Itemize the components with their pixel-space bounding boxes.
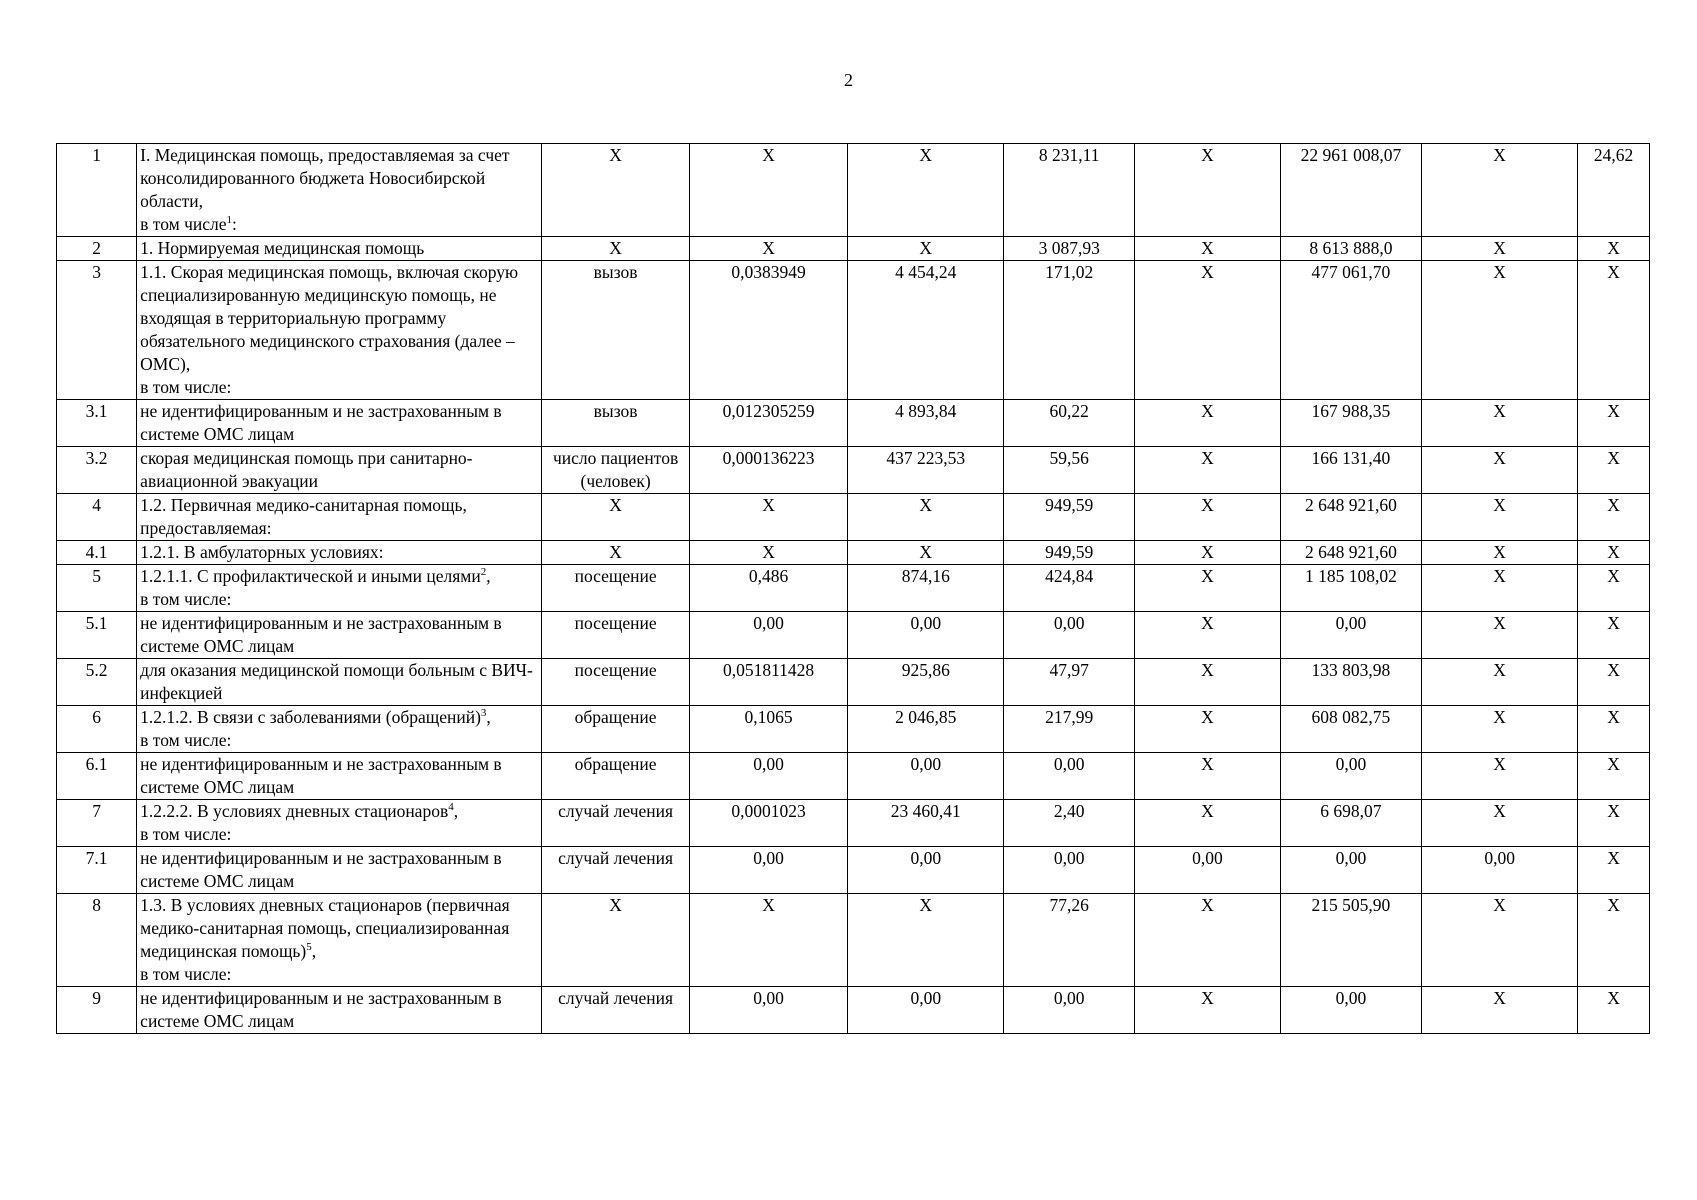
description-text: не идентифицированным и не застрахованным в системе ОМС лицам	[140, 848, 502, 891]
data-table	[56, 143, 1650, 1034]
unit-cell: случай лечения	[542, 847, 690, 894]
description-cell	[137, 237, 542, 261]
table-row	[57, 447, 1650, 494]
row-number-cell: 8	[57, 894, 137, 987]
description-text: скорая медицинская помощь при санитарно-авиационной эвакуации	[140, 448, 473, 491]
per-capita-cell: 217,99	[1004, 706, 1135, 753]
unit-cell: посещение	[542, 659, 690, 706]
description-cell	[137, 706, 542, 753]
column-6-cell: X	[1135, 494, 1281, 541]
description-continuation: в том числе:	[140, 824, 232, 844]
row-number-cell: 5.2	[57, 659, 137, 706]
column-6-cell: 0,00	[1135, 847, 1281, 894]
description-tail: :	[232, 214, 237, 234]
row-number-cell: 7.1	[57, 847, 137, 894]
norm-cell: 0,00	[689, 612, 847, 659]
row-number-cell: 9	[57, 987, 137, 1034]
unit-cell: обращение	[542, 753, 690, 800]
cost-cell: 925,86	[848, 659, 1004, 706]
total-cell: 0,00	[1280, 987, 1421, 1034]
total-cell: 2 648 921,60	[1280, 494, 1421, 541]
per-capita-cell: 0,00	[1004, 987, 1135, 1034]
description-text: 1.2. Первичная медико-санитарная помощь, предоставляемая:	[140, 495, 467, 538]
description-tail: ,	[486, 707, 491, 727]
column-6-cell: X	[1135, 541, 1281, 565]
norm-cell: 0,00	[689, 753, 847, 800]
percent-cell: X	[1578, 541, 1650, 565]
norm-cell: 0,486	[689, 565, 847, 612]
percent-cell: X	[1578, 987, 1650, 1034]
description-text: 1.3. В условиях дневных стационаров (первичная медико-санитарная помощь, специализированная медицинская помощь)	[140, 895, 510, 961]
description-cell	[137, 400, 542, 447]
footnote-marker: 4	[448, 801, 454, 814]
cost-cell: 0,00	[848, 987, 1004, 1034]
unit-cell: X	[542, 541, 690, 565]
per-capita-cell: 60,22	[1004, 400, 1135, 447]
per-capita-cell: 8 231,11	[1004, 144, 1135, 237]
table-row	[57, 706, 1650, 753]
cost-cell: 0,00	[848, 753, 1004, 800]
percent-cell: X	[1578, 237, 1650, 261]
unit-cell: случай лечения	[542, 987, 690, 1034]
column-6-cell: X	[1135, 800, 1281, 847]
column-8-cell: X	[1422, 541, 1578, 565]
description-cell	[137, 753, 542, 800]
table-row	[57, 565, 1650, 612]
unit-cell: вызов	[542, 400, 690, 447]
total-cell: 8 613 888,0	[1280, 237, 1421, 261]
cost-cell: X	[848, 494, 1004, 541]
row-number-cell: 7	[57, 800, 137, 847]
table-body	[57, 144, 1650, 1034]
norm-cell: 0,000136223	[689, 447, 847, 494]
description-continuation: в том числе:	[140, 377, 232, 397]
total-cell: 133 803,98	[1280, 659, 1421, 706]
percent-cell: 24,62	[1578, 144, 1650, 237]
total-cell: 0,00	[1280, 612, 1421, 659]
unit-cell: X	[542, 144, 690, 237]
total-cell: 477 061,70	[1280, 261, 1421, 400]
per-capita-cell: 0,00	[1004, 612, 1135, 659]
per-capita-cell: 949,59	[1004, 494, 1135, 541]
per-capita-cell: 0,00	[1004, 847, 1135, 894]
norm-cell: 0,1065	[689, 706, 847, 753]
table-row	[57, 847, 1650, 894]
norm-cell: 0,0383949	[689, 261, 847, 400]
column-6-cell: X	[1135, 659, 1281, 706]
table-row	[57, 400, 1650, 447]
table-row	[57, 753, 1650, 800]
column-8-cell: X	[1422, 612, 1578, 659]
description-cell	[137, 565, 542, 612]
norm-cell: X	[689, 144, 847, 237]
description-cell	[137, 659, 542, 706]
description-cell	[137, 800, 542, 847]
column-6-cell: X	[1135, 237, 1281, 261]
column-8-cell: X	[1422, 894, 1578, 987]
percent-cell: X	[1578, 400, 1650, 447]
cost-cell: 4 454,24	[848, 261, 1004, 400]
table-row	[57, 612, 1650, 659]
total-cell: 2 648 921,60	[1280, 541, 1421, 565]
row-number-cell: 3	[57, 261, 137, 400]
description-text: 1.2.1.2. В связи с заболеваниями (обращений)	[140, 707, 481, 727]
column-8-cell: X	[1422, 144, 1578, 237]
column-6-cell: X	[1135, 987, 1281, 1034]
total-cell: 215 505,90	[1280, 894, 1421, 987]
total-cell: 0,00	[1280, 847, 1421, 894]
table-row	[57, 541, 1650, 565]
percent-cell: X	[1578, 494, 1650, 541]
norm-cell: 0,051811428	[689, 659, 847, 706]
description-text: 1. Нормируемая медицинская помощь	[140, 238, 425, 258]
column-6-cell: X	[1135, 894, 1281, 987]
unit-cell: X	[542, 494, 690, 541]
footnote-marker: 2	[480, 566, 487, 579]
row-number-cell: 4.1	[57, 541, 137, 565]
norm-cell: 0,0001023	[689, 800, 847, 847]
column-8-cell: X	[1422, 261, 1578, 400]
per-capita-cell: 0,00	[1004, 753, 1135, 800]
per-capita-cell: 2,40	[1004, 800, 1135, 847]
cost-cell: 874,16	[848, 565, 1004, 612]
description-cell	[137, 612, 542, 659]
per-capita-cell: 3 087,93	[1004, 237, 1135, 261]
cost-cell: 23 460,41	[848, 800, 1004, 847]
unit-cell: X	[542, 237, 690, 261]
unit-cell: посещение	[542, 612, 690, 659]
footnote-marker: 1	[226, 214, 233, 227]
percent-cell: X	[1578, 800, 1650, 847]
total-cell: 22 961 008,07	[1280, 144, 1421, 237]
description-continuation: в том числе	[140, 214, 227, 234]
norm-cell: X	[689, 237, 847, 261]
cost-cell: 437 223,53	[848, 447, 1004, 494]
column-6-cell: X	[1135, 261, 1281, 400]
percent-cell: X	[1578, 894, 1650, 987]
description-cell	[137, 541, 542, 565]
column-6-cell: X	[1135, 144, 1281, 237]
unit-cell: вызов	[542, 261, 690, 400]
row-number-cell: 6	[57, 706, 137, 753]
column-6-cell: X	[1135, 753, 1281, 800]
description-tail: ,	[311, 941, 317, 961]
description-text: 1.2.2.2. В условиях дневных стационаров	[140, 801, 449, 821]
description-cell	[137, 144, 542, 237]
column-8-cell: X	[1422, 494, 1578, 541]
total-cell: 6 698,07	[1280, 800, 1421, 847]
footnote-marker: 3	[480, 707, 487, 720]
norm-cell: 0,012305259	[689, 400, 847, 447]
column-8-cell: X	[1422, 659, 1578, 706]
cost-cell: 2 046,85	[848, 706, 1004, 753]
percent-cell: X	[1578, 659, 1650, 706]
norm-cell: X	[689, 541, 847, 565]
table-row	[57, 144, 1650, 237]
table-row	[57, 659, 1650, 706]
percent-cell: X	[1578, 706, 1650, 753]
column-8-cell: X	[1422, 565, 1578, 612]
column-8-cell: X	[1422, 987, 1578, 1034]
description-tail: ,	[453, 801, 459, 821]
total-cell: 0,00	[1280, 753, 1421, 800]
per-capita-cell: 77,26	[1004, 894, 1135, 987]
description-text: не идентифицированным и не застрахованным в системе ОМС лицам	[140, 613, 502, 656]
norm-cell: X	[689, 494, 847, 541]
row-number-cell: 3.2	[57, 447, 137, 494]
cost-cell: X	[848, 144, 1004, 237]
table-row	[57, 800, 1650, 847]
page-number: 2	[844, 70, 853, 90]
column-6-cell: X	[1135, 706, 1281, 753]
unit-cell: посещение	[542, 565, 690, 612]
total-cell: 608 082,75	[1280, 706, 1421, 753]
column-8-cell: X	[1422, 753, 1578, 800]
column-6-cell: X	[1135, 612, 1281, 659]
percent-cell: X	[1578, 447, 1650, 494]
table-row	[57, 261, 1650, 400]
per-capita-cell: 47,97	[1004, 659, 1135, 706]
description-cell	[137, 987, 542, 1034]
description-cell	[137, 494, 542, 541]
description-text: 1.1. Скорая медицинская помощь, включая скорую специализированную медицинскую помощь, не входящая в территориальную программу обязательного медицинского страхования (далее – ОМС),	[140, 262, 519, 374]
description-text: 1.2.1.1. С профилактической и иными целями	[140, 566, 481, 586]
column-8-cell: X	[1422, 706, 1578, 753]
cost-cell: 0,00	[848, 847, 1004, 894]
column-8-cell: 0,00	[1422, 847, 1578, 894]
row-number-cell: 6.1	[57, 753, 137, 800]
column-8-cell: X	[1422, 800, 1578, 847]
row-number-cell: 5	[57, 565, 137, 612]
unit-cell: число пациентов (человек)	[542, 447, 690, 494]
percent-cell: X	[1578, 753, 1650, 800]
cost-cell: X	[848, 237, 1004, 261]
row-number-cell: 3.1	[57, 400, 137, 447]
cost-cell: X	[848, 894, 1004, 987]
per-capita-cell: 59,56	[1004, 447, 1135, 494]
description-text: I. Медицинская помощь, предоставляемая за счет консолидированного бюджета Новосибирской области,	[140, 145, 510, 211]
description-text: не идентифицированным и не застрахованным в системе ОМС лицам	[140, 401, 502, 444]
row-number-cell: 2	[57, 237, 137, 261]
row-number-cell: 1	[57, 144, 137, 237]
table-row	[57, 894, 1650, 987]
percent-cell: X	[1578, 565, 1650, 612]
description-text: 1.2.1. В амбулаторных условиях:	[140, 542, 384, 562]
unit-cell: случай лечения	[542, 800, 690, 847]
column-6-cell: X	[1135, 565, 1281, 612]
unit-cell: X	[542, 894, 690, 987]
percent-cell: X	[1578, 261, 1650, 400]
description-cell	[137, 447, 542, 494]
description-tail: ,	[486, 566, 491, 586]
description-text: не идентифицированным и не застрахованным в системе ОМС лицам	[140, 988, 502, 1031]
total-cell: 1 185 108,02	[1280, 565, 1421, 612]
cost-cell: 0,00	[848, 612, 1004, 659]
total-cell: 167 988,35	[1280, 400, 1421, 447]
description-cell	[137, 847, 542, 894]
norm-cell: 0,00	[689, 847, 847, 894]
table-row	[57, 494, 1650, 541]
column-8-cell: X	[1422, 447, 1578, 494]
column-6-cell: X	[1135, 447, 1281, 494]
norm-cell: 0,00	[689, 987, 847, 1034]
table-row	[57, 237, 1650, 261]
column-8-cell: X	[1422, 400, 1578, 447]
percent-cell: X	[1578, 847, 1650, 894]
description-cell	[137, 261, 542, 400]
description-continuation: в том числе:	[140, 589, 232, 609]
per-capita-cell: 424,84	[1004, 565, 1135, 612]
per-capita-cell: 949,59	[1004, 541, 1135, 565]
norm-cell: X	[689, 894, 847, 987]
description-continuation: в том числе:	[140, 730, 232, 750]
row-number-cell: 4	[57, 494, 137, 541]
per-capita-cell: 171,02	[1004, 261, 1135, 400]
column-6-cell: X	[1135, 400, 1281, 447]
cost-cell: 4 893,84	[848, 400, 1004, 447]
description-continuation: в том числе:	[140, 964, 232, 984]
footnote-marker: 5	[306, 941, 312, 954]
description-text: не идентифицированным и не застрахованным в системе ОМС лицам	[140, 754, 502, 797]
row-number-cell: 5.1	[57, 612, 137, 659]
percent-cell: X	[1578, 612, 1650, 659]
unit-cell: обращение	[542, 706, 690, 753]
description-cell	[137, 894, 542, 987]
description-text: для оказания медицинской помощи больным с ВИЧ-инфекцией	[140, 660, 533, 703]
column-8-cell: X	[1422, 237, 1578, 261]
table-row	[57, 987, 1650, 1034]
total-cell: 166 131,40	[1280, 447, 1421, 494]
cost-cell: X	[848, 541, 1004, 565]
